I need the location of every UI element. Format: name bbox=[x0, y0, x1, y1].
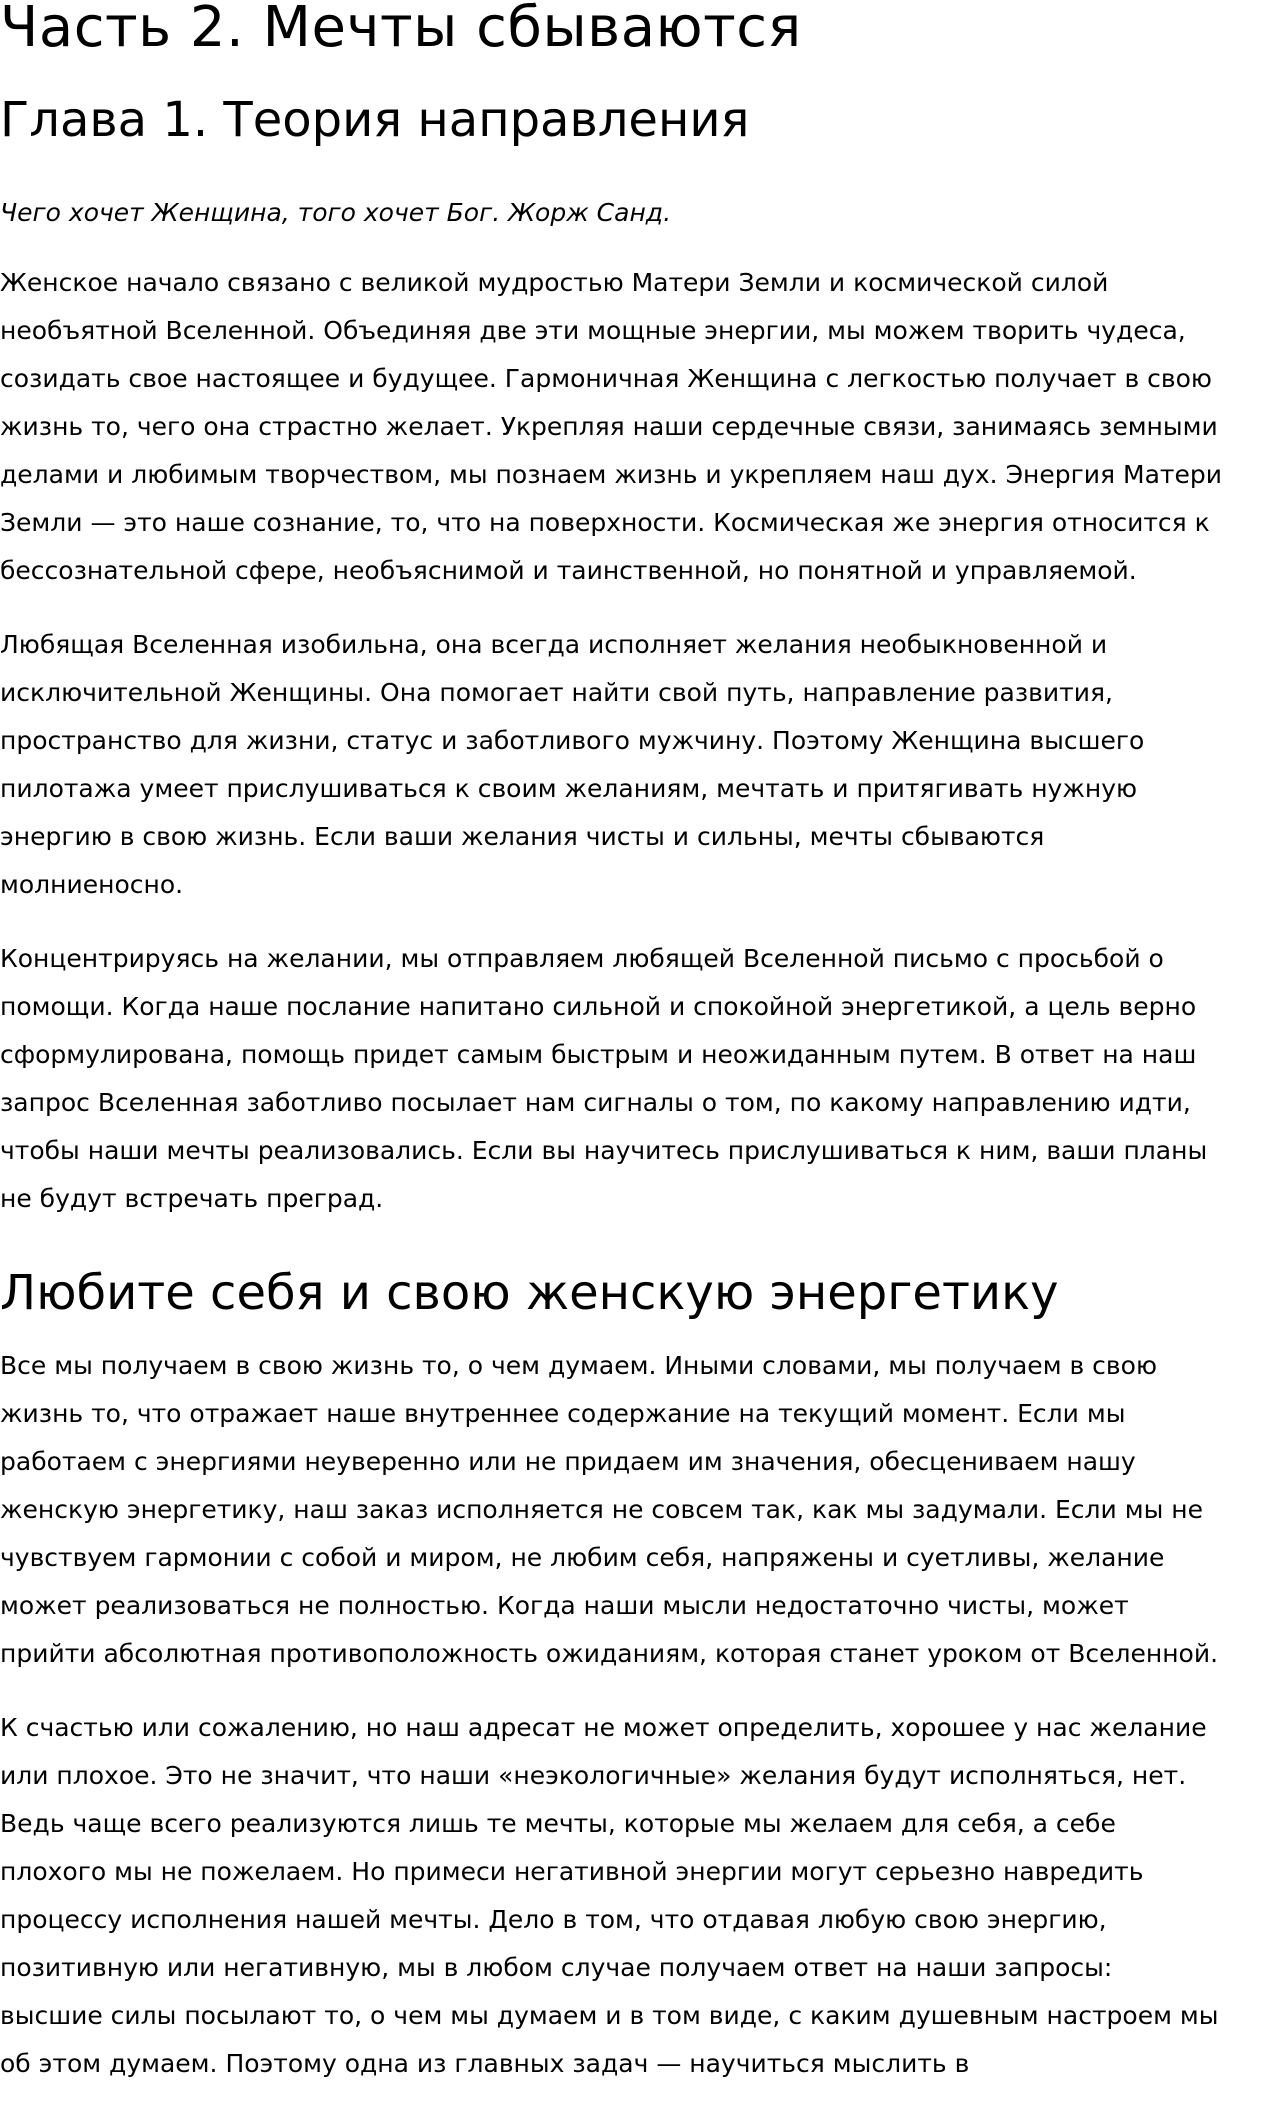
text-line: Земли — это наше сознание, то, что на поверхности. Космическая же энергия относится к bbox=[0, 507, 1210, 537]
chapter-title: Глава 1. Теория направления bbox=[0, 92, 750, 148]
text-line: бессознательной сфере, необъяснимой и таинственной, но понятной и управляемой. bbox=[0, 555, 1137, 585]
text-line: плохого мы не пожелаем. Но примеси негативной энергии могут серьезно навредить bbox=[0, 1856, 1144, 1886]
text-line: Ведь чаще всего реализуются лишь те мечты, которые мы желаем для себя, а себе bbox=[0, 1808, 1116, 1838]
paragraph bbox=[0, 1342, 1270, 1678]
text-line: пилотажа умеет прислушиваться к своим желаниям, мечтать и притягивать нужную bbox=[0, 773, 1138, 803]
text-line: работаем с энергиями неуверенно или не придаем им значения, обесцениваем нашу bbox=[0, 1446, 1136, 1476]
section-title: Любите себя и свою женскую энергетику bbox=[0, 1264, 1059, 1321]
paragraph bbox=[0, 621, 1270, 909]
text-line: или плохое. Это не значит, что наши «неэкологичные» желания будут исполняться, нет. bbox=[0, 1760, 1187, 1790]
paragraph bbox=[0, 259, 1270, 595]
text-line: может реализоваться не полностью. Когда наши мысли недостаточно чисты, может bbox=[0, 1590, 1129, 1620]
text-line: об этом думаем. Поэтому одна из главных задач — научиться мыслить в bbox=[0, 2048, 970, 2078]
text-line: Концентрируясь на желании, мы отправляем любящей Вселенной письмо с просьбой о bbox=[0, 943, 1164, 973]
text-line: чувствуем гармонии с собой и миром, не любим себя, напряжены и суетливы, желание bbox=[0, 1542, 1165, 1572]
text-line: Все мы получаем в свою жизнь то, о чем думаем. Иными словами, мы получаем в свою bbox=[0, 1350, 1157, 1380]
text-line: жизнь то, чего она страстно желает. Укрепляя наши сердечные связи, занимаясь земными bbox=[0, 411, 1218, 441]
text-line: необъятной Вселенной. Объединяя две эти мощные энергии, мы можем творить чудеса, bbox=[0, 315, 1186, 345]
text-line: не будут встречать преград. bbox=[0, 1183, 384, 1213]
text-line: К счастью или сожалению, но наш адресат не может определить, хорошее у нас желание bbox=[0, 1712, 1207, 1742]
text-line: жизнь то, что отражает наше внутреннее содержание на текущий момент. Если мы bbox=[0, 1398, 1126, 1428]
text-line: чтобы наши мечты реализовались. Если вы научитесь прислушиваться к ним, ваши планы bbox=[0, 1135, 1208, 1165]
text-line: делами и любимым творчеством, мы познаем жизнь и укрепляем наш дух. Энергия Матери bbox=[0, 459, 1222, 489]
text-line: помощи. Когда наше послание напитано сильной и спокойной энергетикой, а цель верно bbox=[0, 991, 1197, 1021]
text-line: высшие силы посылают то, о чем мы думаем и в том виде, с каким душевным настроем мы bbox=[0, 2000, 1219, 2030]
part-title: Часть 2. Мечты сбываются bbox=[0, 0, 802, 60]
text-line: пространство для жизни, статус и заботливого мужчину. Поэтому Женщина высшего bbox=[0, 725, 1145, 755]
epigraph: Чего хочет Женщина, того хочет Бог. Жорж Санд. bbox=[0, 197, 672, 227]
text-line: Любящая Вселенная изобильна, она всегда исполняет желания необыкновенной и bbox=[0, 629, 1108, 659]
paragraph bbox=[0, 1704, 1270, 2088]
text-line: молниеносно. bbox=[0, 869, 184, 899]
text-line: энергию в свою жизнь. Если ваши желания чисты и сильны, мечты сбываются bbox=[0, 821, 1045, 851]
section-body bbox=[0, 1342, 1270, 2088]
text-line: Женское начало связано с великой мудростью Матери Земли и космической силой bbox=[0, 267, 1109, 297]
text-line: женскую энергетику, наш заказ исполняется не совсем так, как мы задумали. Если мы не bbox=[0, 1494, 1203, 1524]
paragraph bbox=[0, 935, 1270, 1223]
text-line: запрос Вселенная заботливо посылает нам сигналы о том, по какому направлению идти, bbox=[0, 1087, 1191, 1117]
text-line: прийти абсолютная противоположность ожиданиям, которая станет уроком от Вселенной. bbox=[0, 1638, 1219, 1668]
text-line: позитивную или негативную, мы в любом случае получаем ответ на наши запросы: bbox=[0, 1952, 1113, 1982]
text-line: созидать свое настоящее и будущее. Гармоничная Женщина с легкостью получает в свою bbox=[0, 363, 1212, 393]
chapter-body bbox=[0, 259, 1270, 1223]
text-line: сформулирована, помощь придет самым быстрым и неожиданным путем. В ответ на наш bbox=[0, 1039, 1197, 1069]
text-line: процессу исполнения нашей мечты. Дело в том, что отдавая любую свою энергию, bbox=[0, 1904, 1107, 1934]
text-line: исключительной Женщины. Она помогает найти свой путь, направление развития, bbox=[0, 677, 1113, 707]
